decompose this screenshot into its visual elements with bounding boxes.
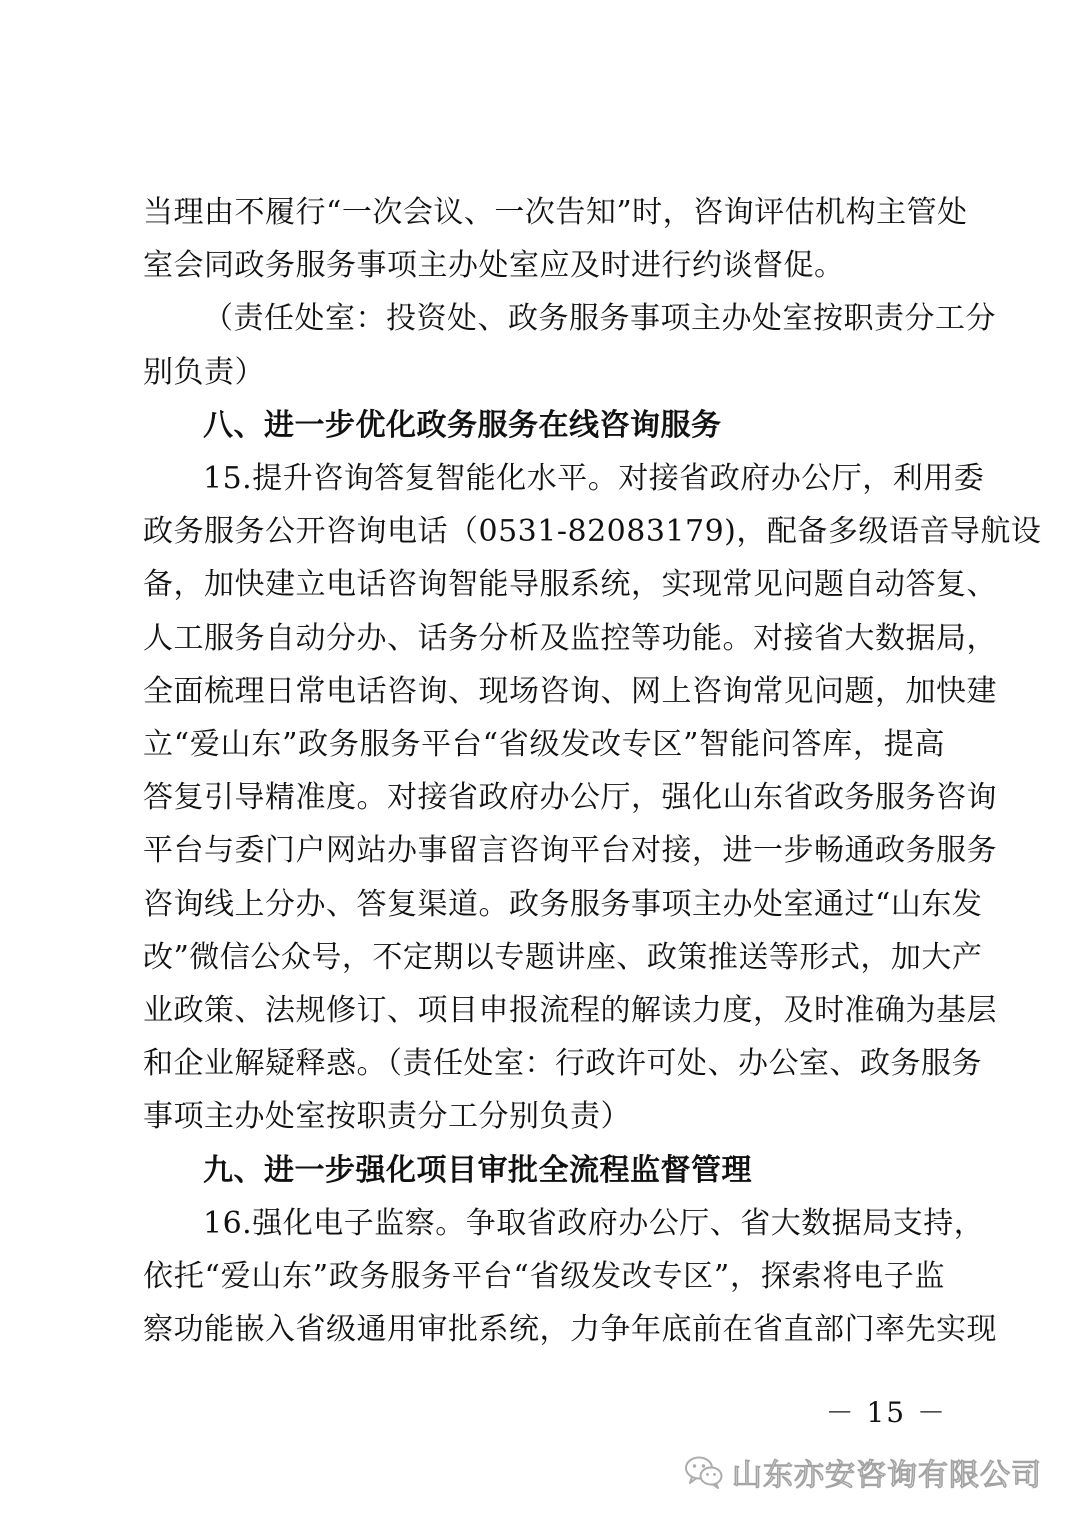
document-body: [143, 186, 1042, 1356]
text-line: 业政策、法规修订、项目申报流程的解读力度，及时准确为基层: [143, 993, 997, 1029]
text-line: 和企业解疑释惑。（责任处室：行政许可处、办公室、政务服务: [143, 1046, 982, 1082]
text-line: 咨询线上分办、答复渠道。政务服务事项主办处室通过“山东发: [143, 886, 983, 922]
text-line: 答复引导精准度。对接省政府办公厅，强化山东省政务服务咨询: [143, 780, 997, 816]
text-line: 全面梳理日常电话咨询、现场咨询、网上咨询常见问题，加快建: [143, 673, 997, 709]
section-heading: 八、进一步优化政务服务在线咨询服务: [203, 407, 722, 443]
section-heading: 九、进一步强化项目审批全流程监督管理: [203, 1152, 752, 1188]
text-line: 备，加快建立电话咨询智能导服系统，实现常见问题自动答复、: [143, 567, 997, 603]
page-number: － 15 －: [825, 1396, 947, 1429]
text-line: 立“爱山东”政务服务平台“省级发改专区”智能问答库，提高: [143, 727, 945, 763]
text-line: 改”微信公众号，不定期以专题讲座、政策推送等形式，加大产: [143, 939, 983, 975]
wechat-icon: [684, 1455, 724, 1489]
text-line: 察功能嵌入省级通用审批系统，力争年底前在省直部门率先实现: [143, 1312, 997, 1348]
text-line: 平台与委门户网站办事留言咨询平台对接，进一步畅通政务服务: [143, 833, 997, 869]
text-line: 别负责）: [143, 354, 265, 390]
text-line: 政务服务公开咨询电话（0531-82083179)，配备多级语音导航设: [143, 514, 1042, 550]
watermark: [684, 1450, 1042, 1494]
text-line: 16.强化电子监察。争取省政府办公厅、省大数据局支持，: [203, 1205, 985, 1241]
text-line: 依托“爱山东”政务服务平台“省级发改专区”，探索将电子监: [143, 1259, 945, 1295]
text-line: 当理由不履行“一次会议、一次告知”时，咨询评估机构主管处: [143, 195, 968, 230]
text-line: 15.提升咨询答复智能化水平。对接省政府办公厅，利用委: [203, 461, 985, 497]
watermark-text: 山东亦安咨询有限公司: [732, 1458, 1042, 1493]
text-line: 室会同政务服务事项主办处室应及时进行约谈督促。: [143, 248, 845, 284]
text-line: （责任处室：投资处、政务服务事项主办处室按职责分工分: [203, 301, 996, 337]
text-line: 人工服务自动分办、话务分析及监控等功能。对接省大数据局，: [143, 620, 997, 656]
text-line: 事项主办处室按职责分工分别负责）: [143, 1099, 631, 1135]
